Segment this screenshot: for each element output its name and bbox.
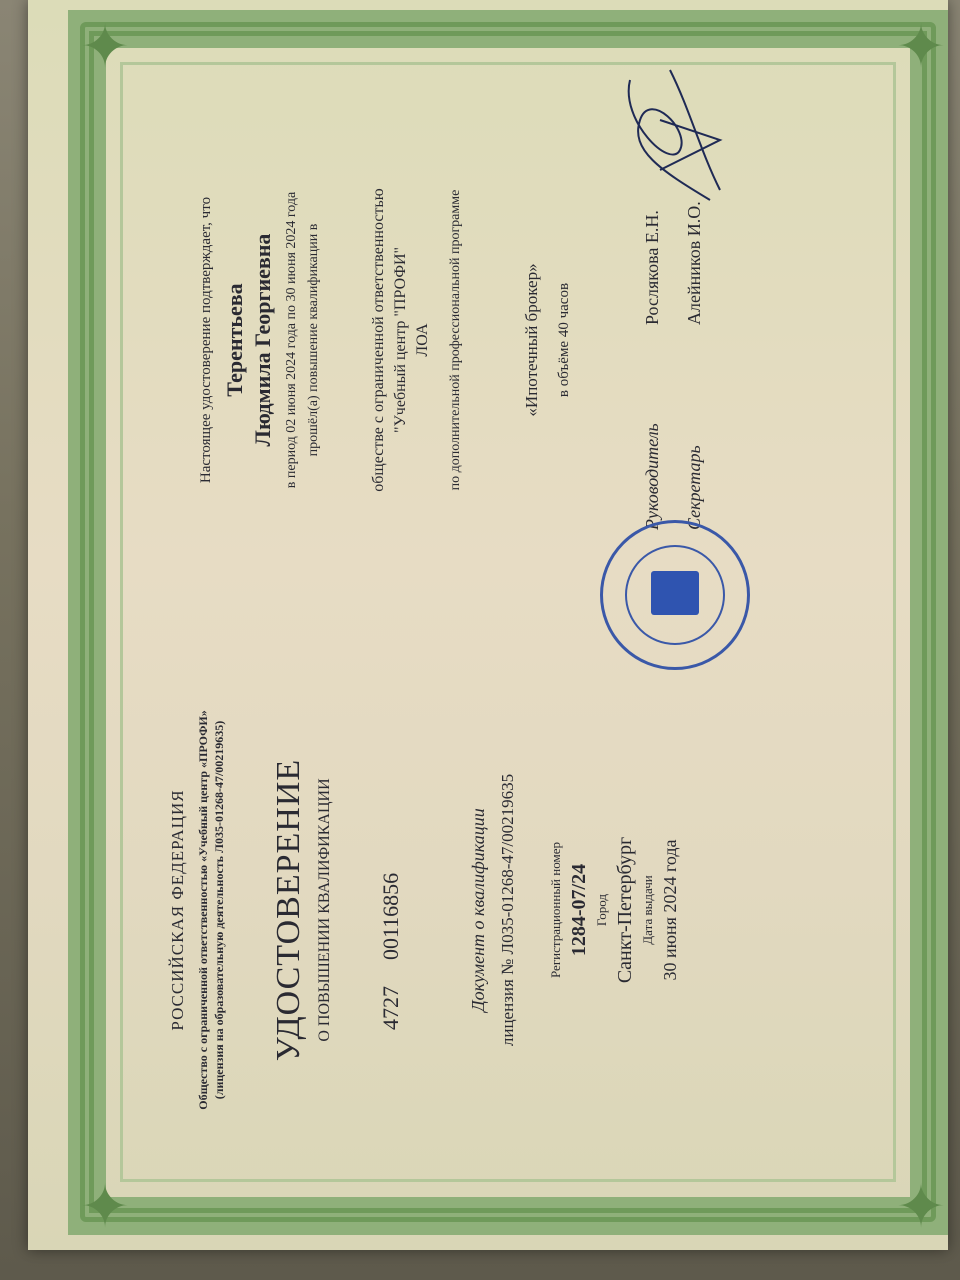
program-name: «Ипотечный брокер»: [522, 263, 541, 417]
corner-ornament-icon: ✦: [895, 1174, 947, 1240]
passed-text: прошёл(а) повышение квалификации в: [306, 223, 321, 457]
confirm-text: Настоящее удостоверение подтверждает, что: [198, 196, 214, 484]
city: Санкт-Петербург: [614, 836, 636, 984]
head-signature: [600, 60, 740, 210]
org-name-header: Общество с ограниченной ответственностью «Учебный центр «ПРОФИ»: [196, 710, 210, 1110]
org-full-name-2: "Учебный центр "ПРОФИ": [392, 246, 409, 434]
crown-emblem-icon: [651, 571, 699, 615]
surname: Терентьева: [222, 283, 247, 397]
issue-date: 30 июня 2024 года: [660, 839, 680, 981]
document-type: Документ о квалификации: [468, 808, 488, 1012]
org-license-header: (лицензия на образовательную деятельность Л035-01268-47/00219635): [212, 720, 226, 1100]
country-name: РОССИЙСКАЯ ФЕДЕРАЦИЯ: [168, 789, 187, 1031]
program-intro: по дополнительной профессиональной программе: [448, 189, 463, 491]
study-period: в период 02 июня 2024 года по 30 июня 2024 года: [284, 191, 299, 489]
official-stamp: [600, 520, 750, 670]
secretary-name: Алейников И.О.: [684, 201, 704, 325]
document-title: УДОСТОВЕРЕНИЕ: [270, 758, 307, 1062]
corner-ornament-icon: ✦: [79, 1174, 131, 1240]
org-region: ЛОА: [414, 323, 431, 357]
corner-ornament-icon: ✦: [895, 14, 947, 80]
reg-number: 1284-07/24: [568, 863, 590, 957]
issue-label: Дата выдачи: [640, 875, 655, 945]
org-full-name: обществе с ограниченной ответственностью: [370, 188, 387, 492]
city-label: Город: [594, 893, 609, 927]
head-name: Рослякова Е.Н.: [642, 210, 662, 325]
given-names: Людмила Георгиевна: [250, 233, 275, 447]
head-label: Руководитель: [642, 423, 662, 530]
license-number: лицензия № Л035-01268-47/00219635: [498, 773, 517, 1047]
reg-label: Регистрационный номер: [548, 842, 563, 978]
series-number: 4727: [378, 986, 403, 1030]
document-number: 00116856: [378, 872, 403, 960]
corner-ornament-icon: ✦: [79, 14, 131, 80]
program-volume: в объёме 40 часов: [556, 282, 572, 398]
secretary-label: Секретарь: [684, 445, 704, 530]
document-subtitle: О ПОВЫШЕНИИ КВАЛИФИКАЦИИ: [316, 778, 333, 1042]
certificate-content: [80, 50, 880, 1230]
